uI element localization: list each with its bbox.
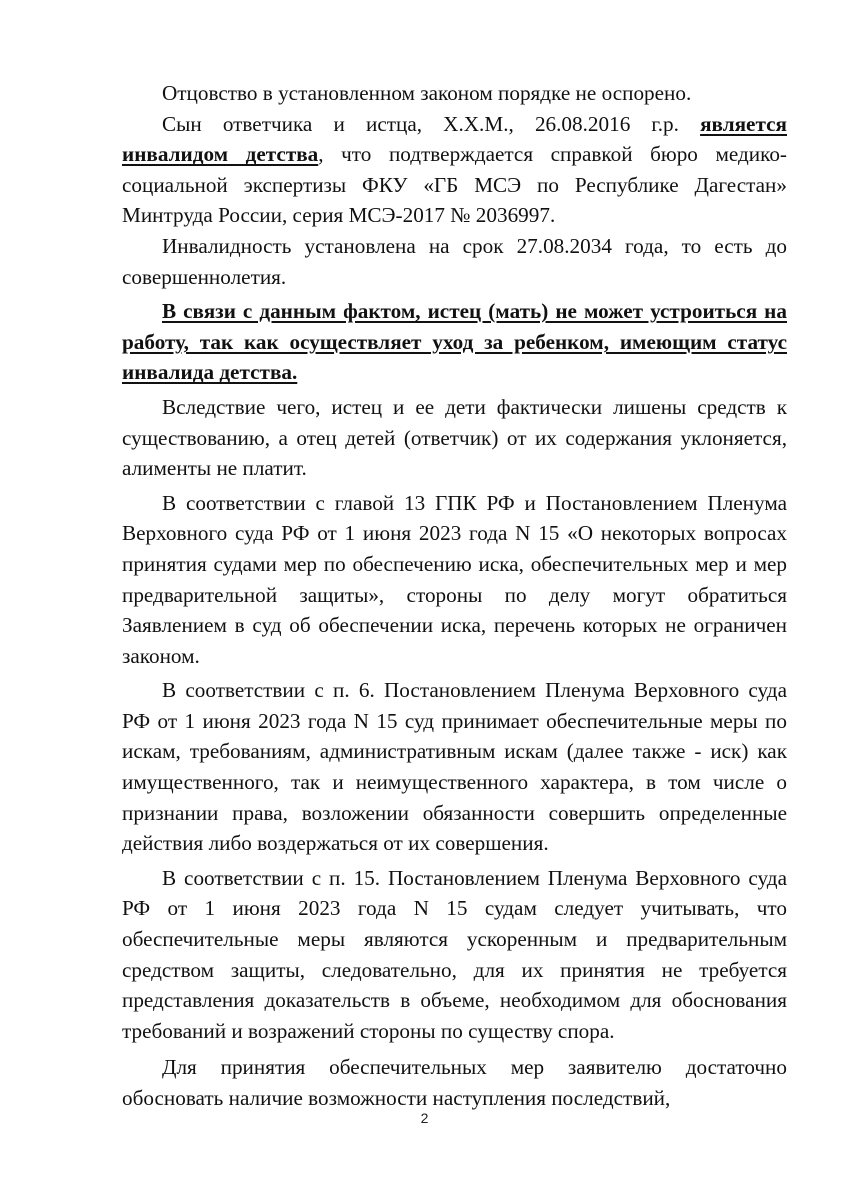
paragraph-mother-cannot-work: В связи с данным фактом, истец (мать) не может устроиться на работу, так как осуществляет уход за ребенком, имеющим статус инвалида детства. xyxy=(122,299,787,385)
paragraph-no-means: Вследствие чего, истец и ее дети фактически лишены средств к существованию, а отец детей (ответчик) от их содержания уклоняется, алименты не платит. xyxy=(122,394,787,481)
disability-intro-text: Сын ответчика и истца, Х.Х.М., 26.08.2016 г.р. xyxy=(162,111,679,136)
paragraph-clause-15: В соответствии с п. 15. Постановлением Пленума Верховного суда РФ от 1 июня 2023 года N 15 судам следует учитывать, что обеспечительные меры являются ускоренным и предварительным средством защиты, следовательно, для их принятия не требуется представления доказательств в объеме, необходимом для обоснования требований и возражений стороны по существу спора. xyxy=(122,865,787,1043)
paragraph-sufficient-grounds: Для принятия обеспечительных мер заявителю достаточно обосновать наличие возможности наступления последствий, xyxy=(122,1055,787,1110)
disability-details-text: , что подтверждается справкой бюро медико-социальной экспертизы ФКУ «ГБ МСЭ по Республике Дагестан» Минтруда России, серия МСЭ-2017 № 2036997. xyxy=(122,142,787,228)
paragraph-disability xyxy=(122,109,787,231)
paragraph-gpk-chapter-13: В соответствии с главой 13 ГПК РФ и Постановлением Пленума Верховного суда РФ от 1 июня 2023 года N 15 «О некоторых вопросах принятия судами мер по обеспечению иска, обеспечительных мер и мер предварительной защиты», стороны по делу могут обратиться Заявлением в суд об обеспечении иска, перечень которых не ограничен законом. xyxy=(122,490,787,668)
paragraph-clause-6: В соответствии с п. 6. Постановлением Пленума Верховного суда РФ от 1 июня 2023 года N 15 суд принимает обеспечительные меры по искам, требованиям, административным искам (далее также - иск) как имущественного, так и неимущественного характера, в том числе о признании права, возложении обязанности совершить определенные действия либо воздержаться от их совершения. xyxy=(122,678,787,856)
paragraph-disability-term: Инвалидность установлена на срок 27.08.2034 года, то есть до совершеннолетия. xyxy=(122,233,787,289)
page-number: 2 xyxy=(420,1110,429,1126)
paragraph-paternity: Отцовство в установленном законом порядке не оспорено. xyxy=(162,81,692,105)
disability-highlight: является инвалидом детства xyxy=(122,111,787,167)
document-page xyxy=(122,78,787,1114)
